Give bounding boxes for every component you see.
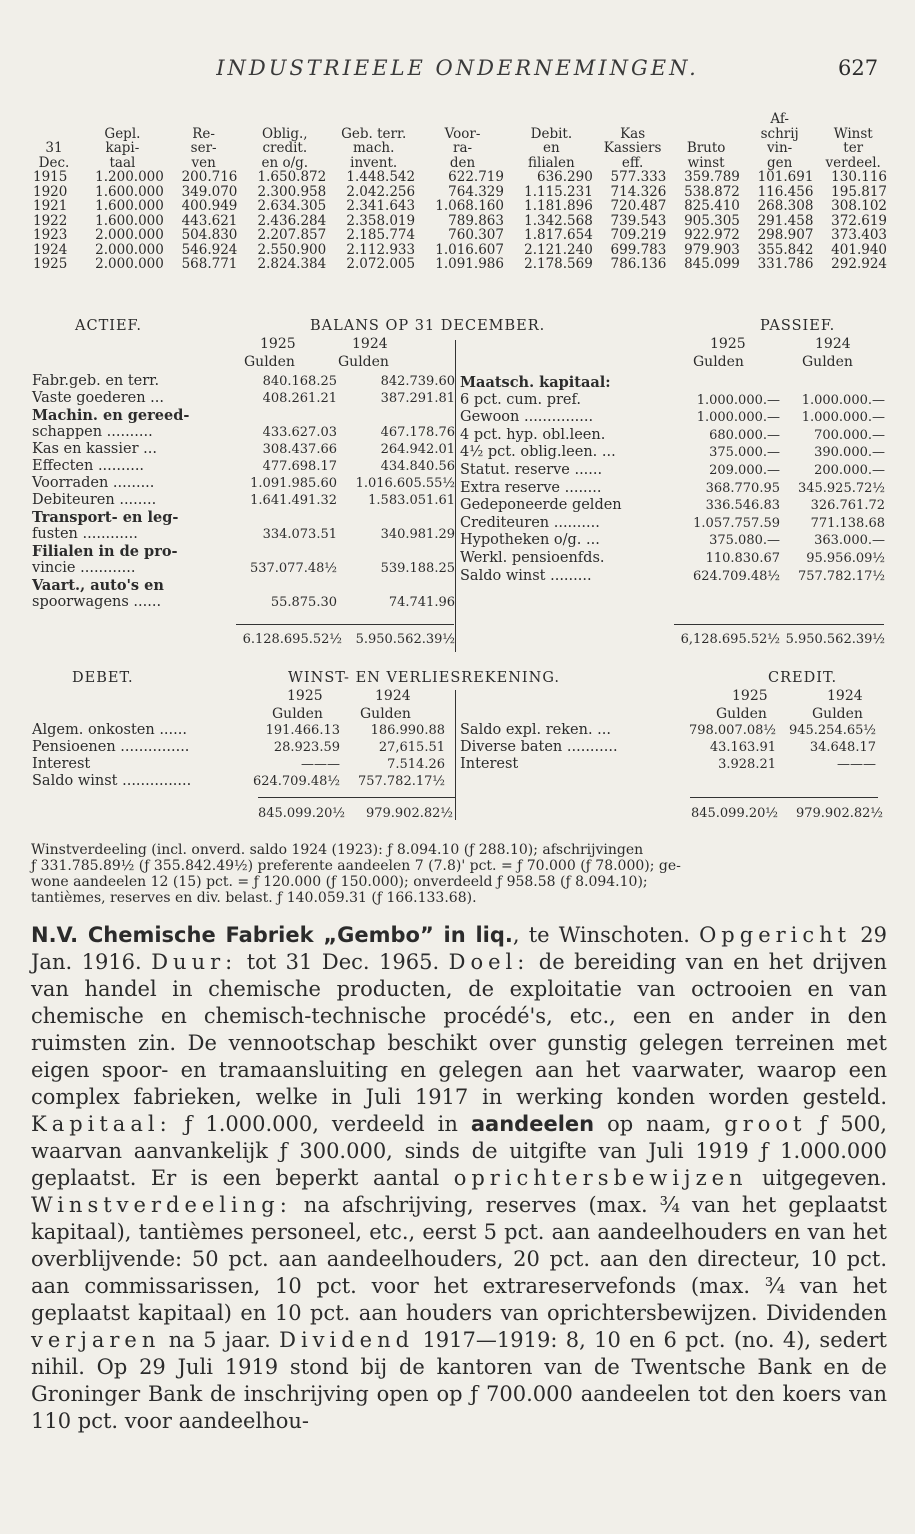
table-cell: 825.410 [684,198,740,214]
ledger-value: 7.514.26 [387,757,445,772]
stats-col-header: Re- ser- ven [190,125,217,171]
ledger-value: 43.163.91 [709,740,776,755]
aandeelen-word: aandeelen [470,1112,595,1136]
ledger-value: 1.000.000.— [801,392,885,408]
ledger-value: 1.641.491.32 [250,493,337,508]
ledger-label: Voorraden ......... [32,475,155,491]
table-cell: 546.924 [181,241,238,258]
ledger-value: 375.000.— [709,445,780,461]
ledger-label: Diverse baten ........... [460,739,618,755]
table-cell: 714.326 [610,183,667,200]
table-cell: 2.000.000 [95,256,164,272]
ledger-value: 1.000.000.— [696,410,780,426]
verjaren-label: verjaren [31,1328,161,1352]
table-cell: 1.181.896 [524,198,593,214]
kapitaal-label: Kapitaal: [31,1112,172,1136]
table-cell: 2.112.933 [346,241,416,258]
table-cell: 1.448.542 [346,169,416,185]
table-cell: 577.333 [610,169,667,185]
credit-total-1925: 845.099.20½ [690,806,778,821]
note-line: ƒ 331.785.89½ (ƒ 355.842.49½) preferente aandeelen 7 (7.8)' pct. = ƒ 70.000 (ƒ 78.000); ge- [31,858,681,874]
passief-unit-1: Gulden [693,354,744,370]
passief-label: PASSIEF. [760,318,836,334]
ledger-value: 467.178.76 [380,425,455,440]
stats-col-header: Bruto winst [686,140,726,171]
table-cell: 504.830 [181,227,238,243]
table-cell: 699.783 [610,241,667,258]
table-cell: 2.341.643 [346,198,416,214]
ledger-value: 200.000.— [814,463,885,478]
stats-col-header: Af- schrij vin- gen [760,111,799,171]
kapitaal-text-a: ƒ 1.000.000, verdeeld in [184,1112,458,1136]
table-cell: 2.178.569 [524,256,593,272]
table-cell: 130.116 [831,169,887,185]
ledger-value: 1.057.757.59 [693,515,780,531]
oprichtersbewijzen-label: oprichtersbewijzen [453,1166,748,1190]
table-cell: 331.786 [757,256,814,272]
company-name: N.V. Chemische Fabriek „Gembo” in liq. [31,923,513,947]
stats-col-header: Winst ter verdeel. [825,125,881,171]
table-cell: 1.342.568 [524,212,593,229]
debet-total-1924: 979.902.82½ [365,806,453,821]
ledger-label: 4½ pct. oblig.leen. ... [460,444,616,461]
table-cell: 1.600.000 [95,183,164,200]
ledger-value: 308.437.66 [262,442,337,457]
table-row [30,243,890,258]
ledger-label: Effecten .......... [32,458,145,474]
table-cell: 1915 [33,169,68,185]
table-cell: 1.650.872 [257,169,327,185]
ledger-value: 842.739.60 [380,374,455,389]
winst-title: WINST- EN VERLIESREKENING. [288,670,560,686]
ledger-value: 326.761.72 [810,498,885,514]
ledger-value: 624.709.48½ [252,774,340,789]
table-cell: 2.042.256 [346,183,416,200]
table-cell: 1924 [33,241,68,258]
table-cell: 1.600.000 [95,198,164,214]
ledger-value: 368.770.95 [705,480,780,496]
actief-unit-1: Gulden [244,354,295,370]
ledger-value: 798.007.08½ [688,723,776,738]
table-cell: 2.358.019 [346,212,416,229]
ledger-label: Pensioenen ............... [32,739,190,755]
table-cell: 292.924 [831,256,887,272]
table-cell: 905.305 [684,212,740,229]
table-cell: 1.016.607 [435,241,504,258]
ledger-label: Algem. onkosten ...... [32,722,187,738]
table-cell: 401.940 [831,241,887,258]
table-cell: 349.070 [181,183,238,200]
passief-year-2: 1924 [815,336,851,352]
table-row [30,170,890,185]
credit-year-2: 1924 [827,688,863,704]
ledger-value: 700.000.— [814,427,885,443]
ledger-label: Filialen in de pro- [32,543,178,560]
ledger-value: 433.627.03 [262,425,337,440]
ledger-label: Crediteuren .......... [460,514,600,531]
ledger-value: 340.981.29 [380,527,455,542]
ledger-value: 680.000.— [709,427,780,443]
table-cell: 308.102 [831,198,887,214]
ledger-value: 3.928.21 [718,757,776,772]
kapitaal-text-b: op naam, [607,1112,712,1136]
ledger-value: ——— [837,757,876,772]
ledger-label: Debiteuren ........ [32,492,157,508]
table-cell: 1925 [33,256,68,272]
actief-unit-2: Gulden [338,354,389,370]
ledger-value: 27,615.51 [378,740,445,755]
ledger-value: 771.138.68 [810,515,885,531]
oprichtersbewijzen-text: uitgegeven. [762,1166,887,1190]
table-cell: 372.619 [831,212,887,229]
table-cell: 720.487 [610,198,667,214]
table-cell: 298.907 [757,227,814,243]
table-cell: 786.136 [610,256,667,272]
ledger-value: 408.261.21 [262,391,337,406]
statistics-table [30,112,890,272]
table-cell: 1923 [33,227,68,243]
ledger-value: 477.698.17 [262,459,337,474]
table-cell: 1.091.986 [435,256,504,272]
debet-label: DEBET. [72,670,134,686]
debet-unit-2: Gulden [360,706,411,722]
passief-year-1: 1925 [710,336,746,352]
ledger-value: 110.830.67 [705,551,780,566]
table-cell: 2.300.958 [257,183,327,200]
winst-divider [455,690,456,820]
ledger-value: 757.782.17½ [797,568,885,584]
table-cell: 760.307 [448,227,504,243]
debet-unit-1: Gulden [272,706,323,722]
profit-distribution-notes [31,842,886,906]
ledger-value: 434.840.56 [380,459,455,474]
stats-col-header: 31 Dec. [38,140,70,171]
credit-unit-2: Gulden [812,706,863,722]
ledger-value: 390.000.— [814,445,885,461]
table-cell: 268.308 [757,198,814,214]
ledger-label: Kas en kassier ... [32,441,157,457]
table-cell: 1.200.000 [95,169,164,185]
table-cell: 1.600.000 [95,212,164,229]
actief-year-1: 1925 [260,336,296,352]
table-row [30,228,890,243]
dividend-label: Dividend [279,1328,415,1352]
verjaren-text: na 5 jaar. [168,1328,271,1352]
ledger-label: vincie ............ [32,560,136,576]
page-number: 627 [838,56,879,80]
opgericht-date: 29 Jan. 1916. [31,923,887,974]
passief-total-rule [674,624,884,625]
table-cell: 979.903 [684,241,740,258]
ledger-value: 1.000.000.— [696,392,780,408]
table-row [30,214,890,229]
ledger-label: Hypotheken o/g. ... [460,532,600,549]
note-line: tantièmes, reserves en div. belast. ƒ 140.059.31 (ƒ 166.133.68). [31,890,477,906]
table-cell: 1922 [33,212,68,229]
note-line: wone aandeelen 12 (15) pct. = ƒ 120.000 (ƒ 150.000); onverdeeld ƒ 958.58 (ƒ 8.094.10); [31,874,648,890]
ledger-value: 387.291.81 [380,391,455,406]
table-cell: 1921 [33,198,68,214]
passief-total-1925: 6,128.695.52½ [680,632,780,647]
table-cell: 1.068.160 [435,198,504,214]
table-cell: 1920 [33,183,68,200]
table-cell: 2.207.857 [257,227,327,243]
ledger-value: 34.648.17 [809,740,876,755]
opgericht-label: Opgericht [699,923,852,947]
table-cell: 443.621 [181,212,238,229]
table-cell: 200.716 [181,169,238,185]
table-cell: 2.436.284 [257,212,327,229]
ledger-value: 539.188.25 [380,561,455,576]
ledger-value: 55.875.30 [270,595,337,610]
table-cell: 789.863 [448,212,504,229]
ledger-label: Interest [32,756,91,772]
duur-label: Duur: [151,950,238,974]
ledger-label: Vaste goederen ... [32,390,164,406]
ledger-label: Vaart., auto's en [32,577,164,594]
balans-title: BALANS OP 31 DECEMBER. [310,318,546,334]
ledger-label: Machin. en gereed- [32,407,190,424]
ledger-value: ——— [301,757,340,772]
table-cell: 2.121.240 [524,241,593,258]
debet-total-1925: 845.099.20½ [257,806,345,821]
actief-total-1924: 5.950.562.39½ [355,632,455,647]
ledger-value: 537.077.48½ [249,561,337,576]
table-row [30,185,890,200]
dividend-text: 1917—1919: 8, 10 en 6 pct. (no. 4), sedert nihil. Op 29 Juli 1919 stond bij de kantoren van de Twentsche Bank en de Groninger Bank de inschrijving open op ƒ 700.000 aandeelen tot den koers van 110 pct. voor aandeelhou- [31,1328,887,1433]
table-cell: 709.219 [610,227,667,243]
table-cell: 2.185.774 [346,227,416,243]
table-row [30,199,890,214]
balans-divider [455,340,456,652]
credit-label: CREDIT. [768,670,838,686]
ledger-value: 1.016.605.55½ [355,476,455,491]
table-cell: 568.771 [181,256,238,272]
table-cell: 2.550.900 [257,241,327,258]
note-line: Winstverdeeling (incl. onverd. saldo 1924 (1923): ƒ 8.094.10 (ƒ 288.10); afschrijvingen [31,842,644,858]
table-cell: 2.634.305 [257,198,327,214]
table-cell: 195.817 [831,183,887,200]
ledger-value: 840.168.25 [262,374,337,389]
table-cell: 739.543 [610,212,667,229]
table-cell: 2.000.000 [95,241,164,258]
table-cell: 764.329 [448,183,504,200]
ledger-value: 757.782.17½ [357,774,445,789]
ledger-value: 345.925.72½ [797,480,885,496]
ledger-value: 264.942.01 [380,442,455,457]
credit-unit-1: Gulden [716,706,767,722]
ledger-value: 1.000.000.— [801,410,885,426]
table-cell: 373.403 [831,227,887,243]
winstverdeeling-text: na afschrijving, reserves (max. ¾ van het geplaatst kapitaal), tantièmes personeel, etc., eerst 5 pct. aan aandeelhouders en van het overblijvende: 50 pct. aan aandeelhouders, 20 pct. aan den directeur, 10 pct. aan commissarissen, 10 pct. voor het extrareservefonds (max. ¾ van het geplaatst kapitaal) en 10 pct. aan houders van oprichtersbewijzen. Dividenden [31,1193,887,1325]
table-cell: 400.949 [181,198,238,214]
actief-total-rule [236,624,454,625]
ledger-label: Statut. reserve ...... [460,462,603,478]
ledger-value: 1.091.985.60 [250,476,337,491]
company-entry [31,922,887,1435]
table-cell: 538.872 [684,183,740,200]
ledger-label: Werkl. pensioenfds. [460,550,605,566]
ledger-value: 334.073.51 [262,527,337,542]
table-cell: 622.719 [448,169,504,185]
ledger-label: 6 pct. cum. pref. [460,391,581,408]
doel-label: Doel: [448,950,530,974]
ledger-label: Extra reserve ........ [460,479,602,496]
running-header: INDUSTRIEELE ONDERNEMINGEN. [216,56,699,80]
duur-value: tot 31 Dec. 1965. [246,950,440,974]
passief-total-1924: 5.950.562.39½ [785,632,885,647]
winstverdeeling-label: Winstverdeeling: [31,1193,292,1217]
credit-year-1: 1925 [732,688,768,704]
credit-total-rule [690,797,878,798]
ledger-value: 191.466.13 [265,723,340,738]
ledger-label: Interest [460,756,519,772]
table-cell: 1.115.231 [524,183,593,200]
groot-label: groot [724,1112,807,1136]
stats-col-header: Voor- ra- den [444,125,481,171]
table-cell: 359.789 [684,169,740,185]
ledger-label: Maatsch. kapitaal: [460,374,611,391]
ledger-label: Gewoon ............... [460,409,594,426]
passief-unit-2: Gulden [802,354,853,370]
table-cell: 355.842 [757,241,814,258]
doel-text: de bereiding van en het drijven van handel in chemische producten, de exploitatie van octrooien en van chemische en chemisch-technische procédé's, etc., een en ander in den ruimsten zin. De vennootschap beschikt over gunstig gelegen terreinen met eigen spoor- en tramaansluiting en gelegen aan het vaarwater, waarop een complex fabrieken, welke in Juli 1917 in werking konden worden gesteld. [31,950,887,1109]
ledger-label: fusten ............ [32,526,138,542]
ledger-value: 1.583.051.61 [368,493,455,508]
ledger-value: 95.956.09½ [806,551,885,566]
actief-total-1925: 6.128.695.52½ [242,632,342,647]
ledger-label: Saldo winst ............... [32,773,192,789]
kapitaal-text-c: ƒ 500, waarvan aanvankelijk ƒ 300.000, sinds de uitgifte van Juli 1919 ƒ 1.000.000 geplaatst. Er is een beperkt aantal [31,1112,887,1190]
debet-total-rule [258,797,455,798]
ledger-label: Saldo winst ......... [460,567,592,584]
actief-year-2: 1924 [352,336,388,352]
ledger-label: Gedeponeerde gelden [460,497,622,514]
ledger-value: 624.709.48½ [692,568,780,584]
actief-label: ACTIEF. [75,318,142,334]
table-row [30,257,890,272]
stats-col-header: Geb. terr. mach. invent. [341,125,407,171]
debet-year-1: 1925 [287,688,323,704]
debet-year-2: 1924 [375,688,411,704]
stats-col-header: Gepl. kapi- taal [104,125,141,171]
ledger-value: 186.990.88 [370,723,445,738]
ledger-value: 375.080.— [709,533,780,549]
stats-col-header: Kas Kassiers eff. [603,125,662,171]
company-place: , te Winschoten. [512,923,690,947]
ledger-label: Fabr.geb. en terr. [32,373,160,389]
stats-col-header: Debit. en filialen [528,125,575,171]
table-cell: 101.691 [757,169,814,185]
ledger-label: schappen .......... [32,424,153,440]
ledger-value: 209.000.— [709,463,780,478]
ledger-label: Transport- en leg- [32,509,179,526]
ledger-value: 363.000.— [814,533,885,549]
ledger-value: 336.546.83 [705,498,780,514]
ledger-value: 74.741.96 [388,595,455,610]
table-cell: 291.458 [757,212,814,229]
ledger-value: 945.254.65½ [788,723,876,738]
ledger-label: Saldo expl. reken. ... [460,722,611,738]
ledger-label: spoorwagens ...... [32,594,162,610]
table-cell: 922.972 [684,227,740,243]
table-cell: 2.072.005 [346,256,416,272]
table-cell: 116.456 [757,183,814,200]
ledger-label: 4 pct. hyp. obl.leen. [460,426,606,443]
table-cell: 1.817.654 [524,227,593,243]
credit-total-1924: 979.902.82½ [795,806,883,821]
table-cell: 845.099 [684,256,740,272]
stats-col-header: Oblig., credit. en o/g. [261,125,309,171]
table-cell: 2.824.384 [257,256,327,272]
table-cell: 2.000.000 [95,227,164,243]
ledger-value: 28.923.59 [273,740,340,755]
table-cell: 636.290 [537,169,593,185]
